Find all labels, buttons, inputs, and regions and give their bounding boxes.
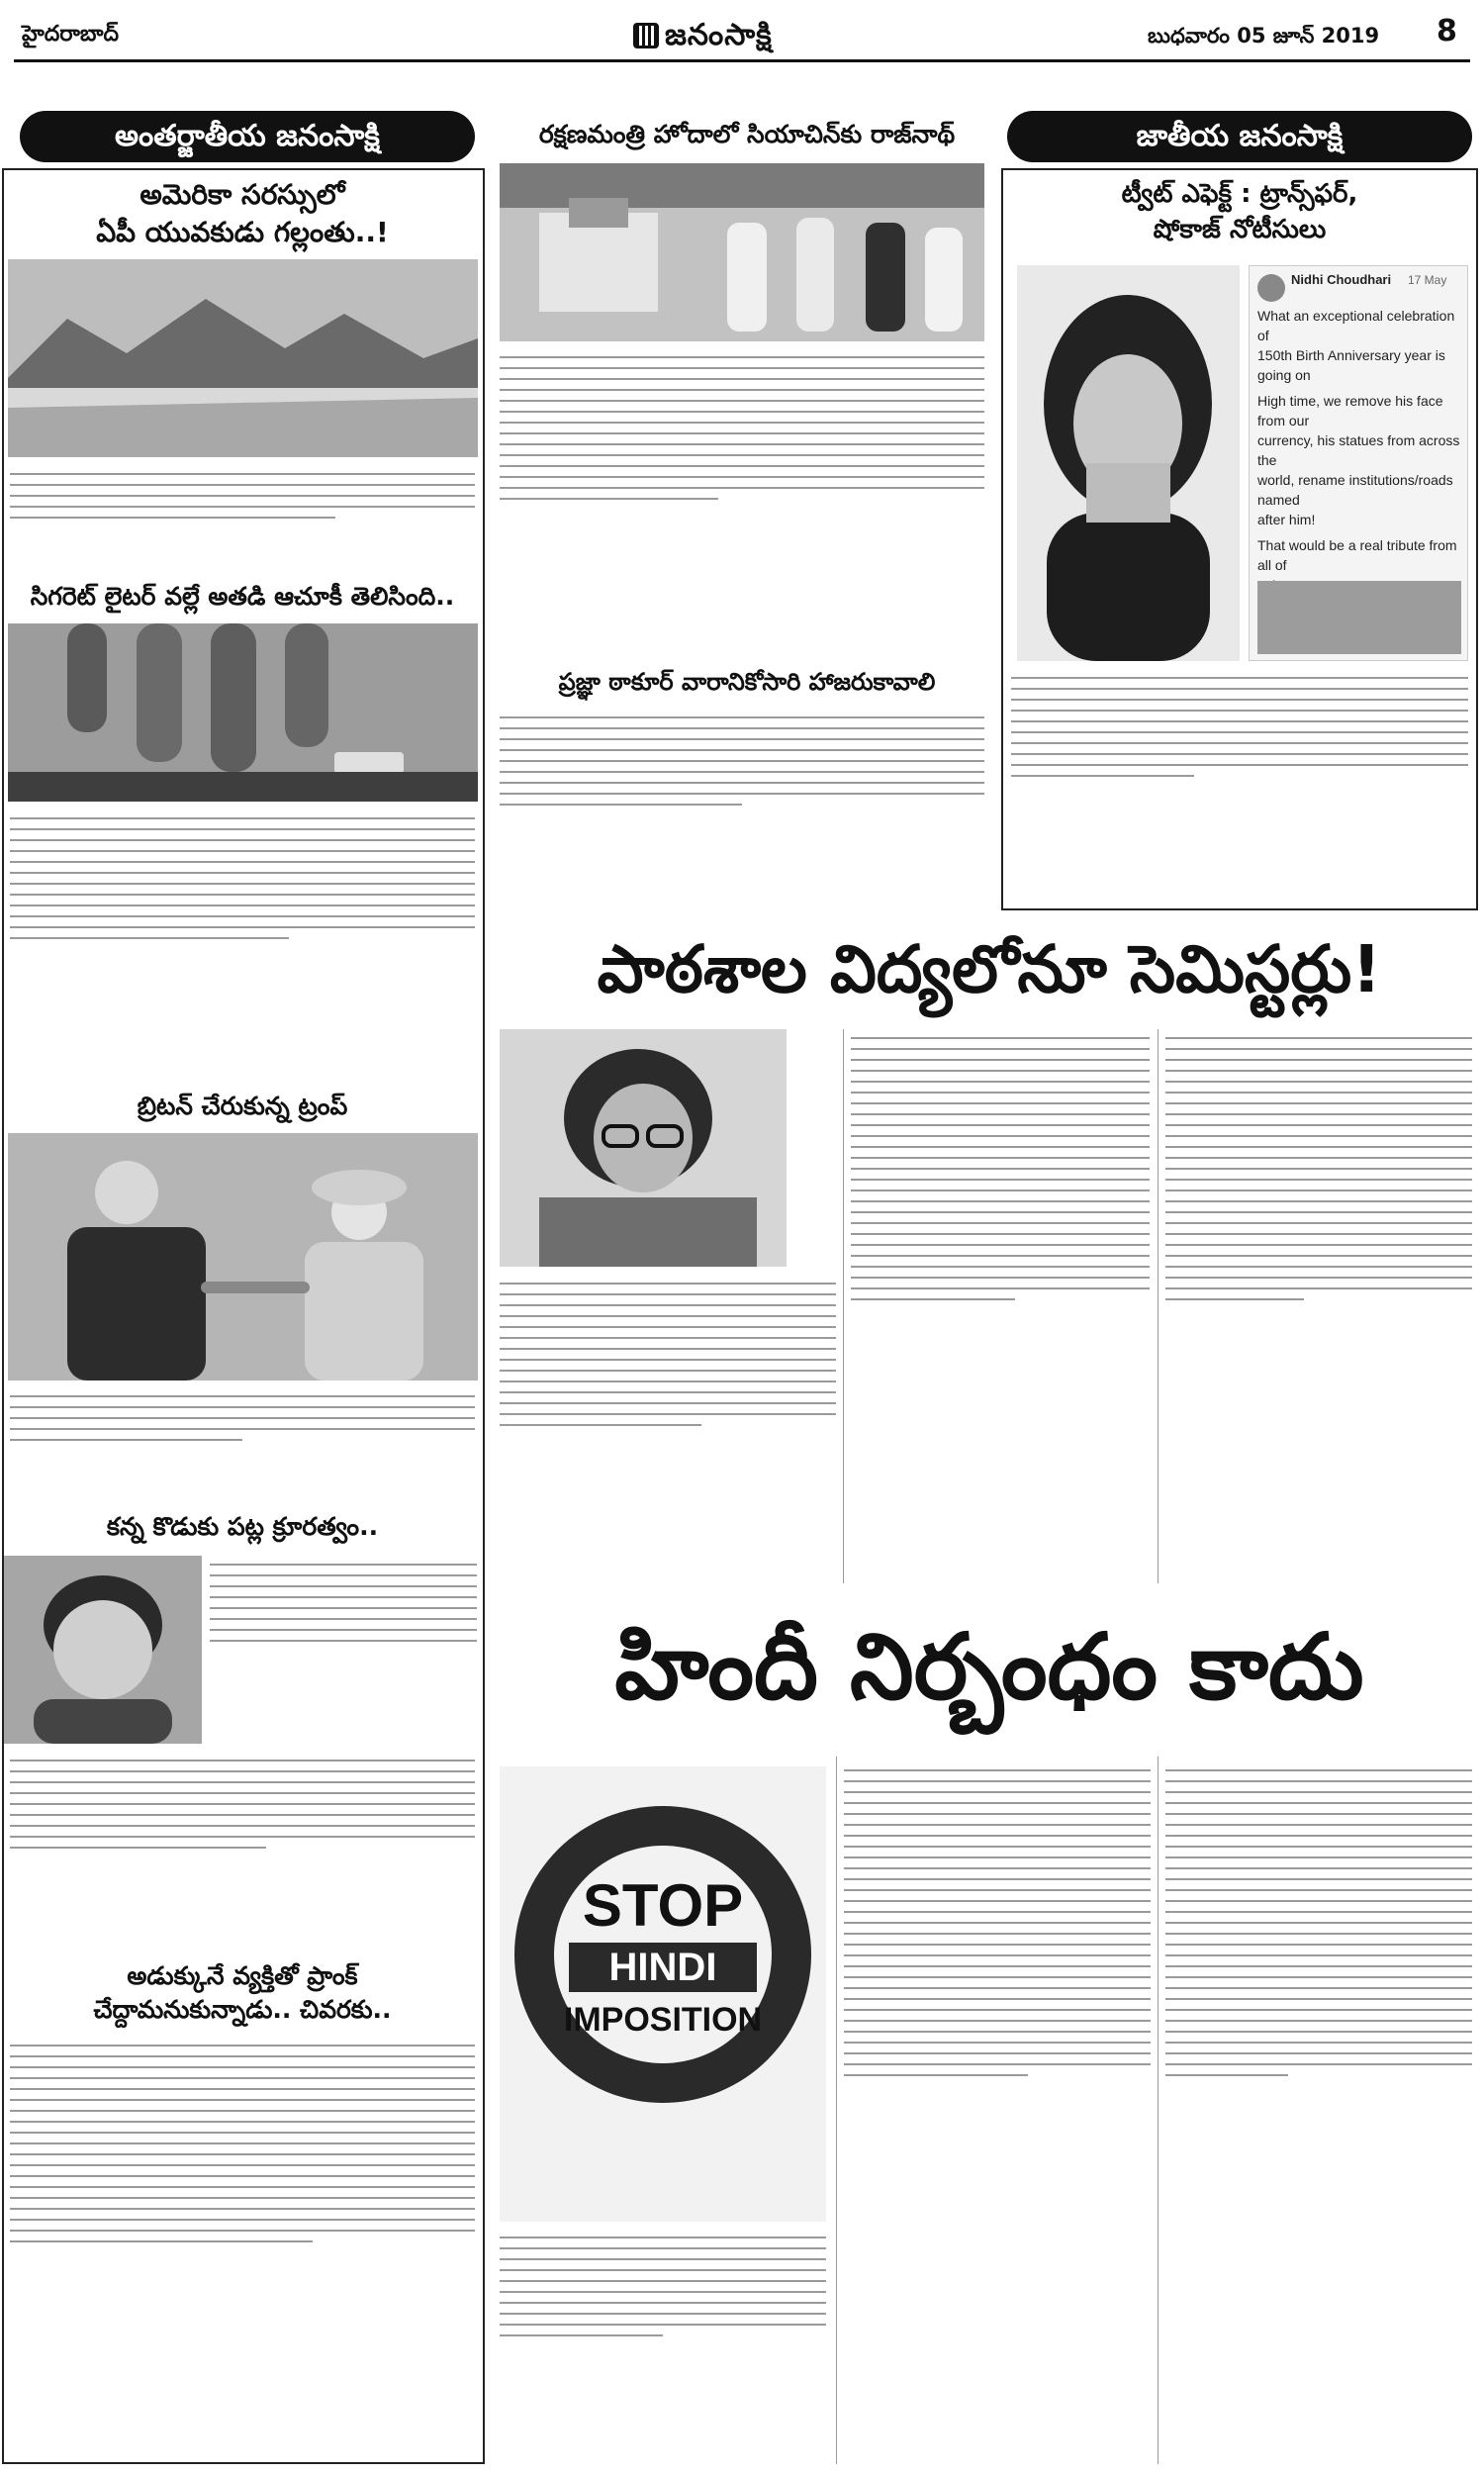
tweet-line: world, rename institutions/roads named: [1257, 472, 1453, 508]
trump-queen-image: [8, 1133, 478, 1380]
lake-headline: [10, 176, 475, 251]
boy-photo: [4, 1556, 202, 1744]
tweet-body-text: [1011, 669, 1468, 902]
trump-photo: [8, 1133, 478, 1380]
column-divider: [843, 1029, 844, 1583]
son-headline: కన్న కొడుకు పట్ల క్రూరత్వం..: [106, 1512, 379, 1541]
tweet-image: [1257, 581, 1461, 654]
trump-headline: బ్రిటన్ చేరుకున్న ట్రంప్: [137, 1092, 348, 1120]
tweet-line: after him!: [1257, 512, 1316, 527]
logo-icon: [633, 23, 659, 48]
lake-photo: [8, 259, 478, 457]
column-divider: [1158, 1757, 1159, 2464]
section-banner-international: అంతర్జాతీయ జనంసాక్షి: [20, 111, 475, 162]
boy-portrait-image: [4, 1556, 202, 1744]
rajnath-headline: రక్షణమంత్రి హోదాలో సియాచిన్‌కు రాజ్‌నాథ్: [538, 120, 956, 148]
section-banner-national: జాతీయ జనంసాక్షి: [1007, 111, 1472, 162]
hindi-body-col-1: [500, 2229, 826, 2461]
lake-mountain-image: [8, 259, 478, 457]
tweet-line: That would be a real tribute from all of: [1257, 537, 1457, 573]
prank-headline: [10, 1959, 475, 2027]
logo-text: జనంసాక్షి: [665, 18, 773, 52]
masthead-place: హైదరాబాద్: [22, 22, 119, 47]
poster-stop-text: STOP: [582, 1872, 744, 1939]
girl-reading-image: [500, 1029, 787, 1267]
stop-hindi-poster: [500, 1766, 826, 2222]
semesters-headline: పాఠశాల విద్యలోనూ సెమిస్టర్లు!: [597, 931, 1382, 1007]
tweet-author: Nidhi Choudhari: [1291, 272, 1392, 287]
page-number: 8: [1437, 14, 1457, 48]
poster-imposition-text: IMPOSITION: [563, 2001, 763, 2039]
tweet-line: What an exceptional celebration of: [1257, 308, 1455, 343]
semesters-body-col-1: [500, 1275, 836, 1581]
column-divider: [1158, 1029, 1159, 1583]
lake-headline-line-2: ఏపీ యువకుడు గల్లంతు..!: [96, 216, 389, 248]
pragya-headline: ప్రజ్ఞా ఠాకూర్ వారానికోసారి హాజరుకావాలి: [558, 668, 936, 696]
tweet-headline-line-2: షోకాజ్ నోటీసులు: [1153, 215, 1327, 244]
officer-photo: [1017, 265, 1240, 661]
tweet-date: 17 May: [1408, 273, 1447, 287]
cigarette-headline: సిగరెట్ లైటర్ వల్లే అతడి ఆచూకీ తెలిసింది..: [30, 582, 455, 611]
student-photo: [500, 1029, 787, 1267]
newspaper-logo: [633, 18, 773, 59]
tweet-headline-line-1: ట్వీట్ ఎఫెక్ట్ : ట్రాన్స్‌ఫర్,: [1121, 179, 1358, 209]
hindi-body-col-3: [1165, 1761, 1472, 2459]
son-body-text: [10, 1752, 475, 1954]
siachen-memorial-image: [500, 163, 984, 341]
trump-body-text: [10, 1387, 475, 1496]
cigarette-photo: [8, 623, 478, 802]
masthead-rule: [14, 59, 1470, 62]
son-body-text-right: [210, 1556, 477, 1744]
prank-body-text: [10, 2037, 475, 2457]
prank-headline-line-1: అడుక్కునే వ్యక్తితో ప్రాంక్: [127, 1961, 358, 1990]
hindi-body-col-2: [844, 1761, 1151, 2459]
semesters-body-col-3: [1165, 1029, 1472, 1583]
rajnath-photo: [500, 163, 984, 341]
tweet-line: High time, we remove his face from our: [1257, 393, 1443, 428]
tweet-line: 150th Birth Anniversary year is going on: [1257, 347, 1445, 383]
tweet-line: currency, his statues from across the: [1257, 432, 1460, 468]
pragya-body-text: [500, 709, 984, 921]
tweet-headline: [1009, 176, 1470, 247]
tweet-card: [1249, 265, 1468, 661]
fingers-lighter-image: [8, 623, 478, 802]
lake-headline-line-1: అమెరికా సరస్సులో: [139, 178, 345, 211]
prank-headline-line-2: చేద్దామనుకున్నాడు.. చివరకు..: [93, 1995, 392, 2024]
tweet-avatar: [1257, 274, 1285, 302]
cigarette-body-text: [10, 809, 475, 1087]
rajnath-body-text: [500, 348, 984, 655]
lake-body-text: [10, 465, 475, 574]
column-divider: [836, 1757, 837, 2464]
poster-hindi-text: HINDI: [608, 1946, 717, 1989]
semesters-body-col-2: [851, 1029, 1150, 1583]
hindi-headline: హిందీ నిర్బంధం కాదు: [614, 1614, 1364, 1720]
woman-portrait-image: [1017, 265, 1240, 661]
tweet-body: [1257, 306, 1461, 620]
issue-date: బుధవారం 05 జూన్ 2019: [1148, 24, 1380, 48]
